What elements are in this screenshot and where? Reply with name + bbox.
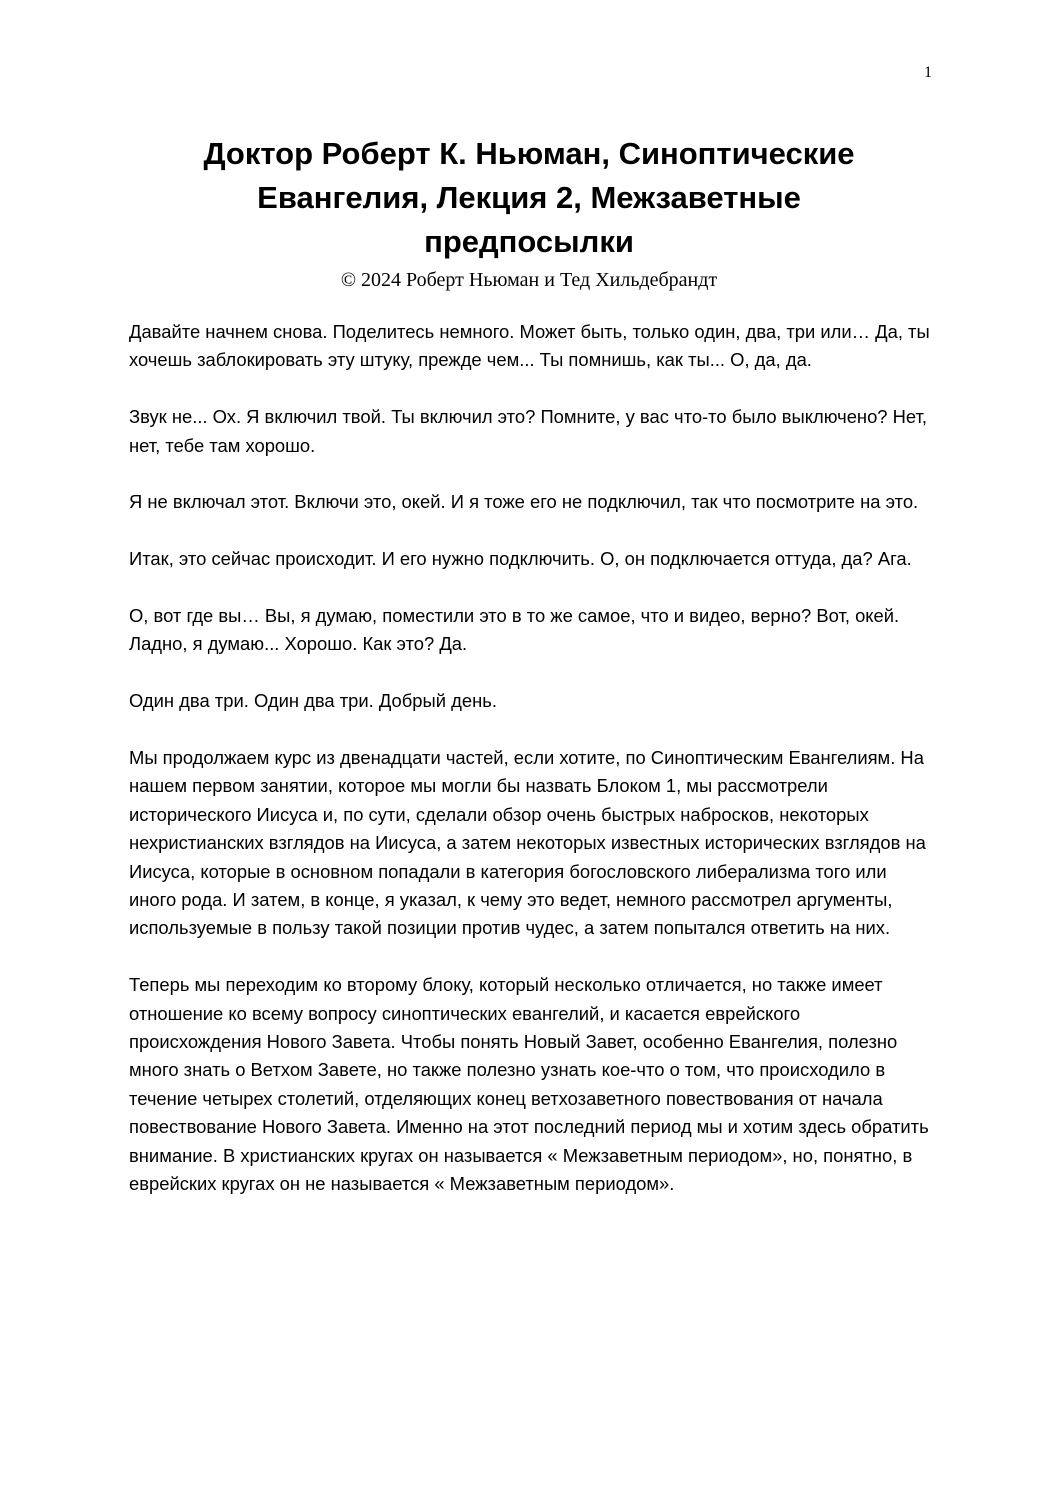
- paragraph: Я не включал этот. Включи это, окей. И я тоже его не подключил, так что посмотрите на это.: [129, 491, 919, 513]
- paragraph: О, вот где вы… Вы, я думаю, поместили это в то же самое, что и видео, верно? Вот, окей. Ладно, я думаю... Хорошо. Как это? Да.: [129, 605, 900, 655]
- paragraph: Мы продолжаем курс из двенадцати частей, если хотите, по Синоптическим Евангелиям. На нашем первом занятии, которое мы могли бы назвать Блоком 1, мы рассмотрели исторического Иисуса и, по сути, сделали обзор очень быстрых набросков, некоторых нехристианских взглядов на Иисуса, а затем некоторых известных исторических взглядов на Иисуса, которые в основном попадали в категория богословского либерализма того или иного рода. И затем, в конце, я указал, к чему это ведет, немного рассмотрел аргументы, используемые в пользу такой позиции против чудес, а затем попытался ответить на них.: [129, 747, 926, 939]
- paragraph: Итак, это сейчас происходит. И его нужно подключить. О, он подключается оттуда, да? Ага.: [129, 548, 912, 570]
- paragraph: Давайте начнем снова. Поделитесь немного. Может быть, только один, два, три или… Да, ты хочешь заблокировать эту штуку, прежде чем... Ты помнишь, как ты... О, да, да.: [129, 321, 930, 371]
- copyright-line: © 2024 Роберт Ньюман и Тед Хильдебрандт: [340, 269, 718, 291]
- paragraph: Один два три. Один два три. Добрый день.: [129, 690, 497, 712]
- document-title: Доктор Роберт К. Ньюман, Синоптические Евангелия, Лекция 2, Межзаветные предпосылки: [203, 136, 855, 259]
- paragraph: Звук не... Ох. Я включил твой. Ты включил это? Помните, у вас что-то было выключено? Нет, нет, тебе там хорошо.: [129, 406, 928, 456]
- paragraph: Теперь мы переходим ко второму блоку, который несколько отличается, но также имеет отношение ко всему вопросу синоптических евангелий, и касается еврейского происхождения Нового Завета. Чтобы понять Новый Завет, особенно Евангелия, полезно много знать о Ветхом Завете, но также полезно узнать кое-что о том, что происходило в течение четырех столетий, отделяющих конец ветхозаветного повествования от начала повествование Нового Завета. Именно на этот последний период мы и хотим здесь обратить внимание. В христианских кругах он называется « Межзаветным периодом», но, понятно, в еврейских кругах он не называется « Межзаветным периодом».: [129, 974, 929, 1195]
- document-body: [129, 318, 934, 1227]
- page-number: 1: [924, 64, 932, 81]
